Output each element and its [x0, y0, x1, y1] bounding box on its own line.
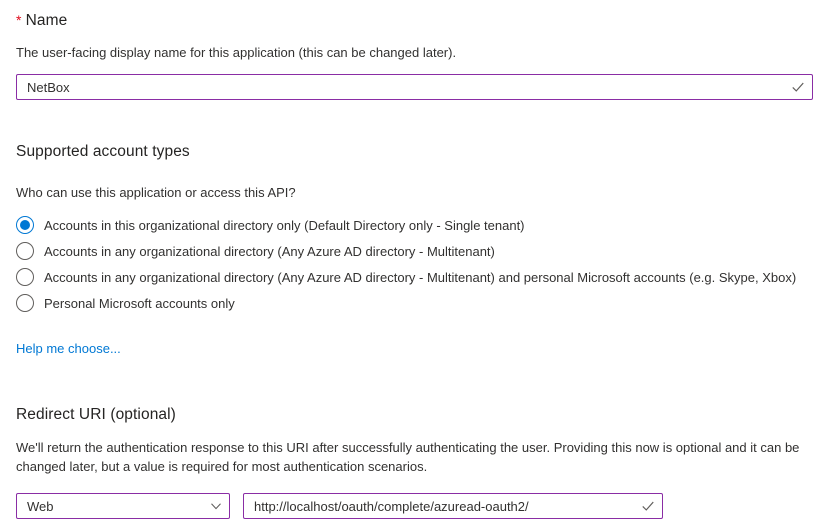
radio-button-icon[interactable]	[16, 216, 34, 234]
redirect-uri-description: We'll return the authentication response to this URI after successfully authenticating the user. Providing this now is optional and it can be changed later, but a value is required for most authentication scenarios.	[16, 440, 800, 474]
radio-option-label: Accounts in any organizational directory (Any Azure AD directory - Multitenant) and personal Microsoft accounts (e.g. Skype, Xbox)	[44, 269, 797, 285]
account-types-radio-group	[16, 212, 813, 316]
account-types-question: Who can use this application or access this API?	[16, 185, 296, 200]
radio-option-multitenant[interactable]	[16, 238, 813, 264]
radio-option-multitenant-personal[interactable]	[16, 264, 813, 290]
help-me-choose-link[interactable]: Help me choose...	[16, 341, 121, 356]
radio-button-icon[interactable]	[16, 294, 34, 312]
name-description: The user-facing display name for this application (this can be changed later).	[16, 45, 457, 60]
radio-option-single-tenant[interactable]	[16, 212, 813, 238]
platform-select-dropdown[interactable]: Web	[16, 493, 230, 519]
name-section-title	[16, 12, 813, 30]
radio-option-label: Personal Microsoft accounts only	[44, 295, 235, 311]
name-title-text: Name	[25, 12, 68, 29]
radio-option-label: Accounts in this organizational directory only (Default Directory only - Single tenant)	[44, 217, 525, 233]
radio-option-personal-only[interactable]	[16, 290, 813, 316]
name-input-container	[16, 74, 813, 100]
redirect-uri-input-container	[243, 493, 663, 519]
radio-option-label: Accounts in any organizational directory (Any Azure AD directory - Multitenant)	[44, 243, 495, 259]
radio-button-icon[interactable]	[16, 268, 34, 286]
account-types-section-title: Supported account types	[16, 143, 190, 160]
required-asterisk: *	[16, 12, 22, 28]
redirect-uri-controls	[16, 493, 813, 519]
redirect-uri-section-title: Redirect URI (optional)	[16, 406, 176, 423]
name-input[interactable]	[16, 74, 813, 100]
redirect-uri-input[interactable]	[243, 493, 663, 519]
platform-select-container	[16, 493, 230, 519]
radio-button-icon[interactable]	[16, 242, 34, 260]
